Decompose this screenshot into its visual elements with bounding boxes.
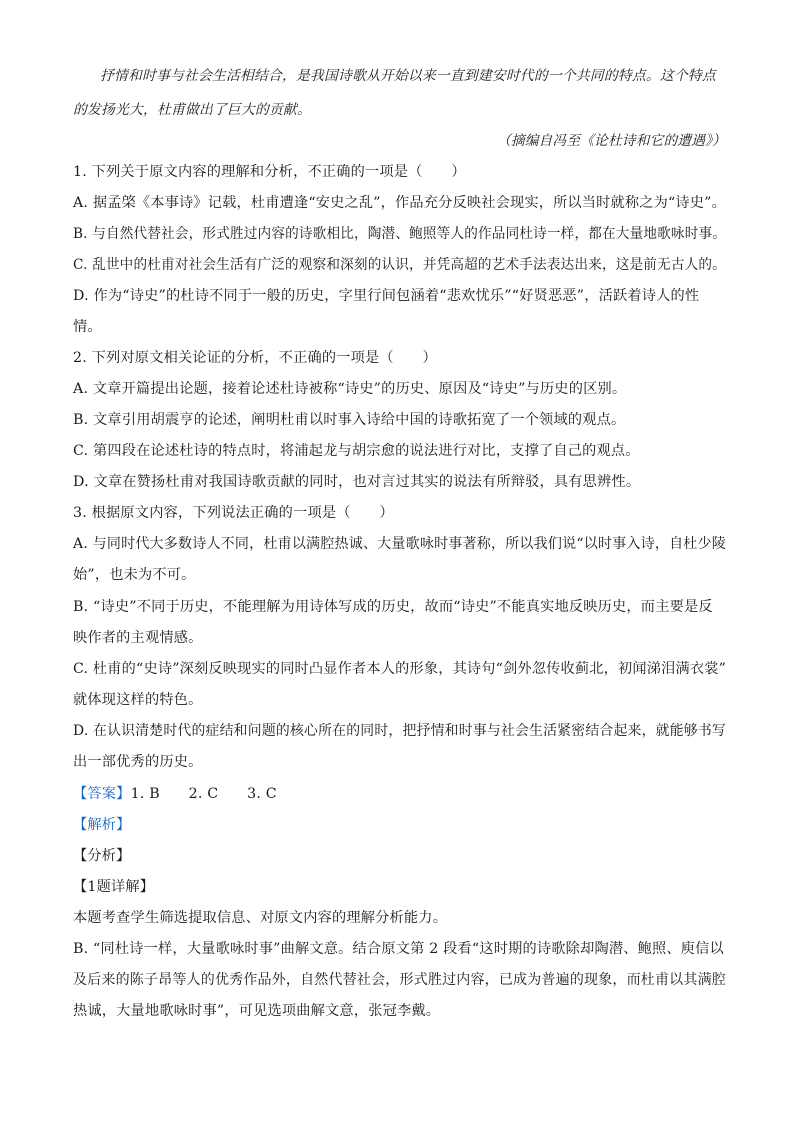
question-2-option-b: B. 文章引用胡震亨的论述，阐明杜甫以时事入诗给中国的诗歌拓宽了一个领域的观点。 xyxy=(73,412,626,428)
analysis-intro: 本题考查学生筛选提取信息、对原文内容的理解分析能力。 xyxy=(73,910,448,926)
analysis-line-1: B. “同杜诗一样，大量歌咏时事”曲解文意。结合原文第 2 段看“这时期的诗歌除却陶潜、鲍照、庾信以 xyxy=(73,941,724,957)
question-1-option-c: C. 乱世中的杜甫对社会生活有广泛的观察和深刻的认识，并凭高超的艺术手法表达出来，这是前无古人的。 xyxy=(73,257,726,273)
question-3-option-d: D. 在认识清楚时代的症结和问题的核心所在的同时，把抒情和时事与社会生活紧密结合起来，就能够书写 xyxy=(73,723,726,739)
fenxi-heading: 【分析】 xyxy=(73,848,131,864)
question-2-stem: 2. 下列对原文相关论证的分析，不正确的一项是（ ） xyxy=(73,350,437,366)
question-2-option-a: A. 文章开篇提出论题，接着论述杜诗被称“诗史”的历史、原因及“诗史”与历史的区别。 xyxy=(73,381,627,397)
question-3-option-a: A. 与同时代大多数诗人不同，杜甫以满腔热诚、大量歌咏时事著称，所以我们说“以时事入诗，自杜少陵 xyxy=(73,536,726,552)
passage-line-2: 的发扬光大，杜甫做出了巨大的贡献。 xyxy=(73,102,311,117)
question-3-stem: 3. 根据原文内容，下列说法正确的一项是（ ） xyxy=(73,505,394,521)
question-1-option-a: A. 据孟棨《本事诗》记载，杜甫遭逢“安史之乱”，作品充分反映社会现实，所以当时就称之为“诗史”。 xyxy=(73,195,726,211)
answer-values: 1. B 2. C 3. C xyxy=(130,786,277,802)
question-3-option-c-cont: 就体现这样的特色。 xyxy=(73,692,203,708)
question-3-option-b: B. “诗史”不同于历史，不能理解为用诗体写成的历史，故而“诗史”不能真实地反映历史，而主要是反 xyxy=(73,599,713,615)
question-3-option-d-cont: 出一部优秀的历史。 xyxy=(73,754,203,770)
passage-line-1: 抒情和时事与社会生活相结合，是我国诗歌从开始以来一直到建安时代的一个共同的特点。这个特点 xyxy=(100,68,716,83)
question-3-option-a-cont: 始”，也未为不可。 xyxy=(73,567,196,583)
question-2-option-d: D. 文章在赞扬杜甫对我国诗歌贡献的同时，也对言过其实的说法有所辩驳，具有思辨性。 xyxy=(73,474,641,490)
analysis-heading: 【解析】 xyxy=(73,817,131,833)
analysis-line-2: 及后来的陈子昂等人的优秀作品外，自然代替社会，形式胜过内容，已成为普遍的现象，而杜甫以其满腔 xyxy=(73,972,726,988)
question-1-option-d-cont: 情。 xyxy=(73,319,102,335)
question-1-option-d: D. 作为“诗史”的杜诗不同于一般的历史，字里行间包涵着“悲欢忧乐”“好贤恶恶”，活跃着诗人的性 xyxy=(73,288,700,304)
answer-row xyxy=(73,784,277,804)
question-2-option-c: C. 第四段在论述杜诗的特点时，将浦起龙与胡宗愈的说法进行对比，支撑了自己的观点。 xyxy=(73,443,640,459)
analysis-line-3: 热诚，大量地歌咏时事”，可见选项曲解文意，张冠李戴。 xyxy=(73,1003,441,1019)
question-3-option-c: C. 杜甫的“史诗”深刻反映现实的同时凸显作者本人的形象，其诗句“剑外忽传收蓟北，初闻涕泪满衣裳” xyxy=(73,661,727,677)
detail-heading: 【1题详解】 xyxy=(73,879,155,895)
question-3-option-b-cont: 映作者的主观情感。 xyxy=(73,630,203,646)
question-1-stem: 1. 下列关于原文内容的理解和分析，不正确的一项是（ ） xyxy=(73,164,466,180)
answer-label: 【答案】 xyxy=(73,786,131,802)
question-1-option-b: B. 与自然代替社会，形式胜过内容的诗歌相比，陶潜、鲍照等人的作品同杜诗一样，都在大量地歌咏时事。 xyxy=(73,226,727,242)
passage-source: （摘编自冯至《论杜诗和它的遭遇》） xyxy=(497,133,726,148)
